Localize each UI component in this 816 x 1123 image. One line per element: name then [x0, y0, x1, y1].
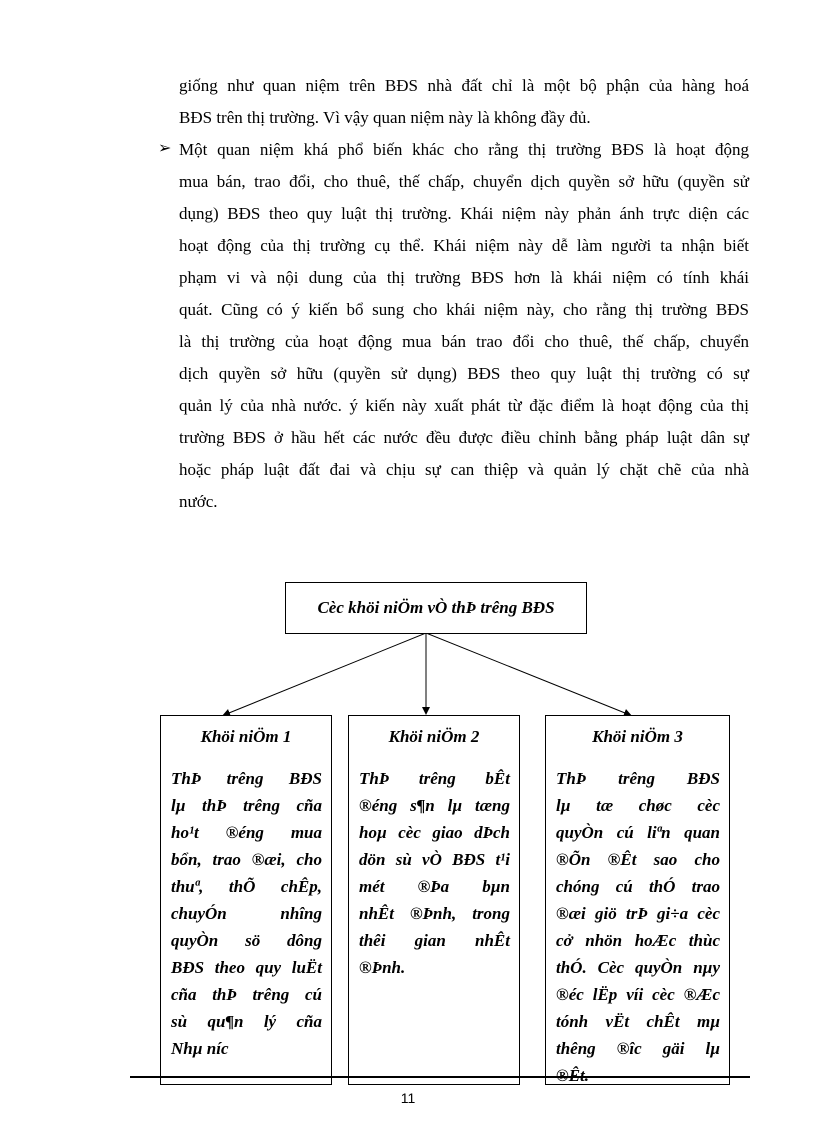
body-line: thÓ. Cèc quyÒn nµy [556, 958, 720, 977]
concept-title: Khöi niÖm 1 [200, 727, 292, 746]
body-line: dön sù vÒ BĐS t¹i [359, 850, 510, 869]
body-line: ThÞ trêng BĐS [171, 769, 322, 788]
bullet-paragraph [179, 134, 749, 518]
body-line: quyÒn sö dông [171, 931, 322, 950]
page-number: 11 [400, 1090, 416, 1106]
body-line: ®æi giö trÞ gi÷a cèc [556, 904, 720, 923]
body-line: chóng cú thÓ trao [556, 877, 720, 896]
body-line: BĐS theo quy luËt [171, 958, 322, 977]
text-line: Một quan niệm khá phổ biến khác cho rằng thị trường BĐS là hoạt động [179, 140, 749, 159]
body-line: lµ thÞ trêng cña [171, 796, 322, 815]
body-line: bổn, trao ®æi, cho [171, 850, 322, 869]
diagram-root-box [285, 582, 587, 634]
body-line: mét ®Þa bµn [359, 877, 510, 896]
body-line: chuyÓn nhîng [171, 904, 322, 923]
concept-box-2 [348, 715, 520, 1085]
body-line: ®Þnh. [359, 958, 406, 977]
body-line: ThÞ trêng BĐS [556, 769, 720, 788]
text-line: quản lý của nhà nước. ý kiến này xuất phát từ đặc điểm là hoạt động của thị [179, 396, 749, 415]
body-line: Nhµ níc [171, 1039, 229, 1058]
arrow-to-box-3 [426, 633, 630, 715]
body-line: cở nhön hoÆc thùc [556, 931, 720, 950]
body-line: ThÞ trêng bÊt [359, 769, 510, 788]
concept-title: Khöi niÖm 3 [592, 727, 683, 746]
body-line: hoµ cèc giao dÞch [359, 823, 510, 842]
body-line: thêng ®îc gäi lµ [556, 1039, 720, 1058]
concept-body [349, 765, 519, 1075]
text-line: giống như quan niệm trên BĐS nhà đất chỉ là một bộ phận của hàng hoá [179, 76, 749, 95]
text-line: là thị trường của hoạt động mua bán trao đổi cho thuê, thế chấp, chuyển [179, 332, 749, 351]
body-line: ®Õn ®Êt sao cho [556, 850, 720, 869]
body-line: quyÒn cú liªn quan [556, 823, 720, 842]
body-line: nhÊt ®Þnh, trong [359, 904, 510, 923]
text-line: mua bán, trao đổi, cho thuê, thế chấp, chuyển dịch quyền sở hữu (quyền sử [179, 172, 749, 191]
body-line: ®éng s¶n lµ tæng [359, 796, 510, 815]
paragraph-continued [179, 70, 749, 134]
text-line: dịch quyền sở hữu (quyền sử dụng) BĐS theo quy luật thị trường có sự [179, 364, 749, 383]
arrow-bullet-icon: ➢ [158, 138, 172, 157]
body-line: ®éc lËp víi cèc ®Æc [556, 985, 720, 1004]
arrow-to-box-1 [224, 633, 426, 715]
body-line: ®Êt. [556, 1066, 590, 1085]
text-line: trường BĐS ở hầu hết các nước đều được điều chỉnh bằng pháp luật dân sự [179, 428, 749, 447]
text-line: phạm vi và nội dung của thị trường BĐS hơn là khái niệm có tính khái [179, 268, 749, 287]
body-line: cña thÞ trêng cú [171, 985, 322, 1004]
concept-box-1 [160, 715, 332, 1085]
text-line: dụng) BĐS theo quy luật thị trường. Khái niệm này phản ánh trực diện các [179, 204, 749, 223]
body-line: thêi gian nhÊt [359, 931, 510, 950]
body-line: tónh vËt chÊt mµ [556, 1012, 720, 1031]
text-line: nước. [179, 492, 218, 511]
text-line: hoạt động của thị trường cụ thể. Khái niệm này dễ làm người ta nhận biết [179, 236, 749, 255]
text-line: BĐS trên thị trường. Vì vậy quan niệm này là không đầy đủ. [179, 108, 591, 127]
body-line: lµ tæ chøc cèc [556, 796, 720, 815]
text-line: quát. Cũng có ý kiến bổ sung cho khái niệm này, cho rằng thị trường BĐS [179, 300, 749, 319]
text-line: hoặc pháp luật đất đai và chịu sự can thiệp và quản lý chặt chẽ của nhà [179, 460, 749, 479]
concept-title: Khöi niÖm 2 [388, 727, 480, 746]
footer-rule [130, 1076, 750, 1078]
body-line: ho¹t ®éng mua [171, 823, 322, 842]
concept-body [161, 765, 331, 1075]
diagram-root-label: Cèc khöi niÖm vÒ thÞ trêng BĐS [317, 598, 555, 617]
body-line: thuª, thÕ chÊp, [171, 877, 322, 896]
body-line: sù qu¶n lý cña [171, 1012, 322, 1031]
concept-body [546, 765, 729, 1085]
concept-box-3 [545, 715, 730, 1085]
